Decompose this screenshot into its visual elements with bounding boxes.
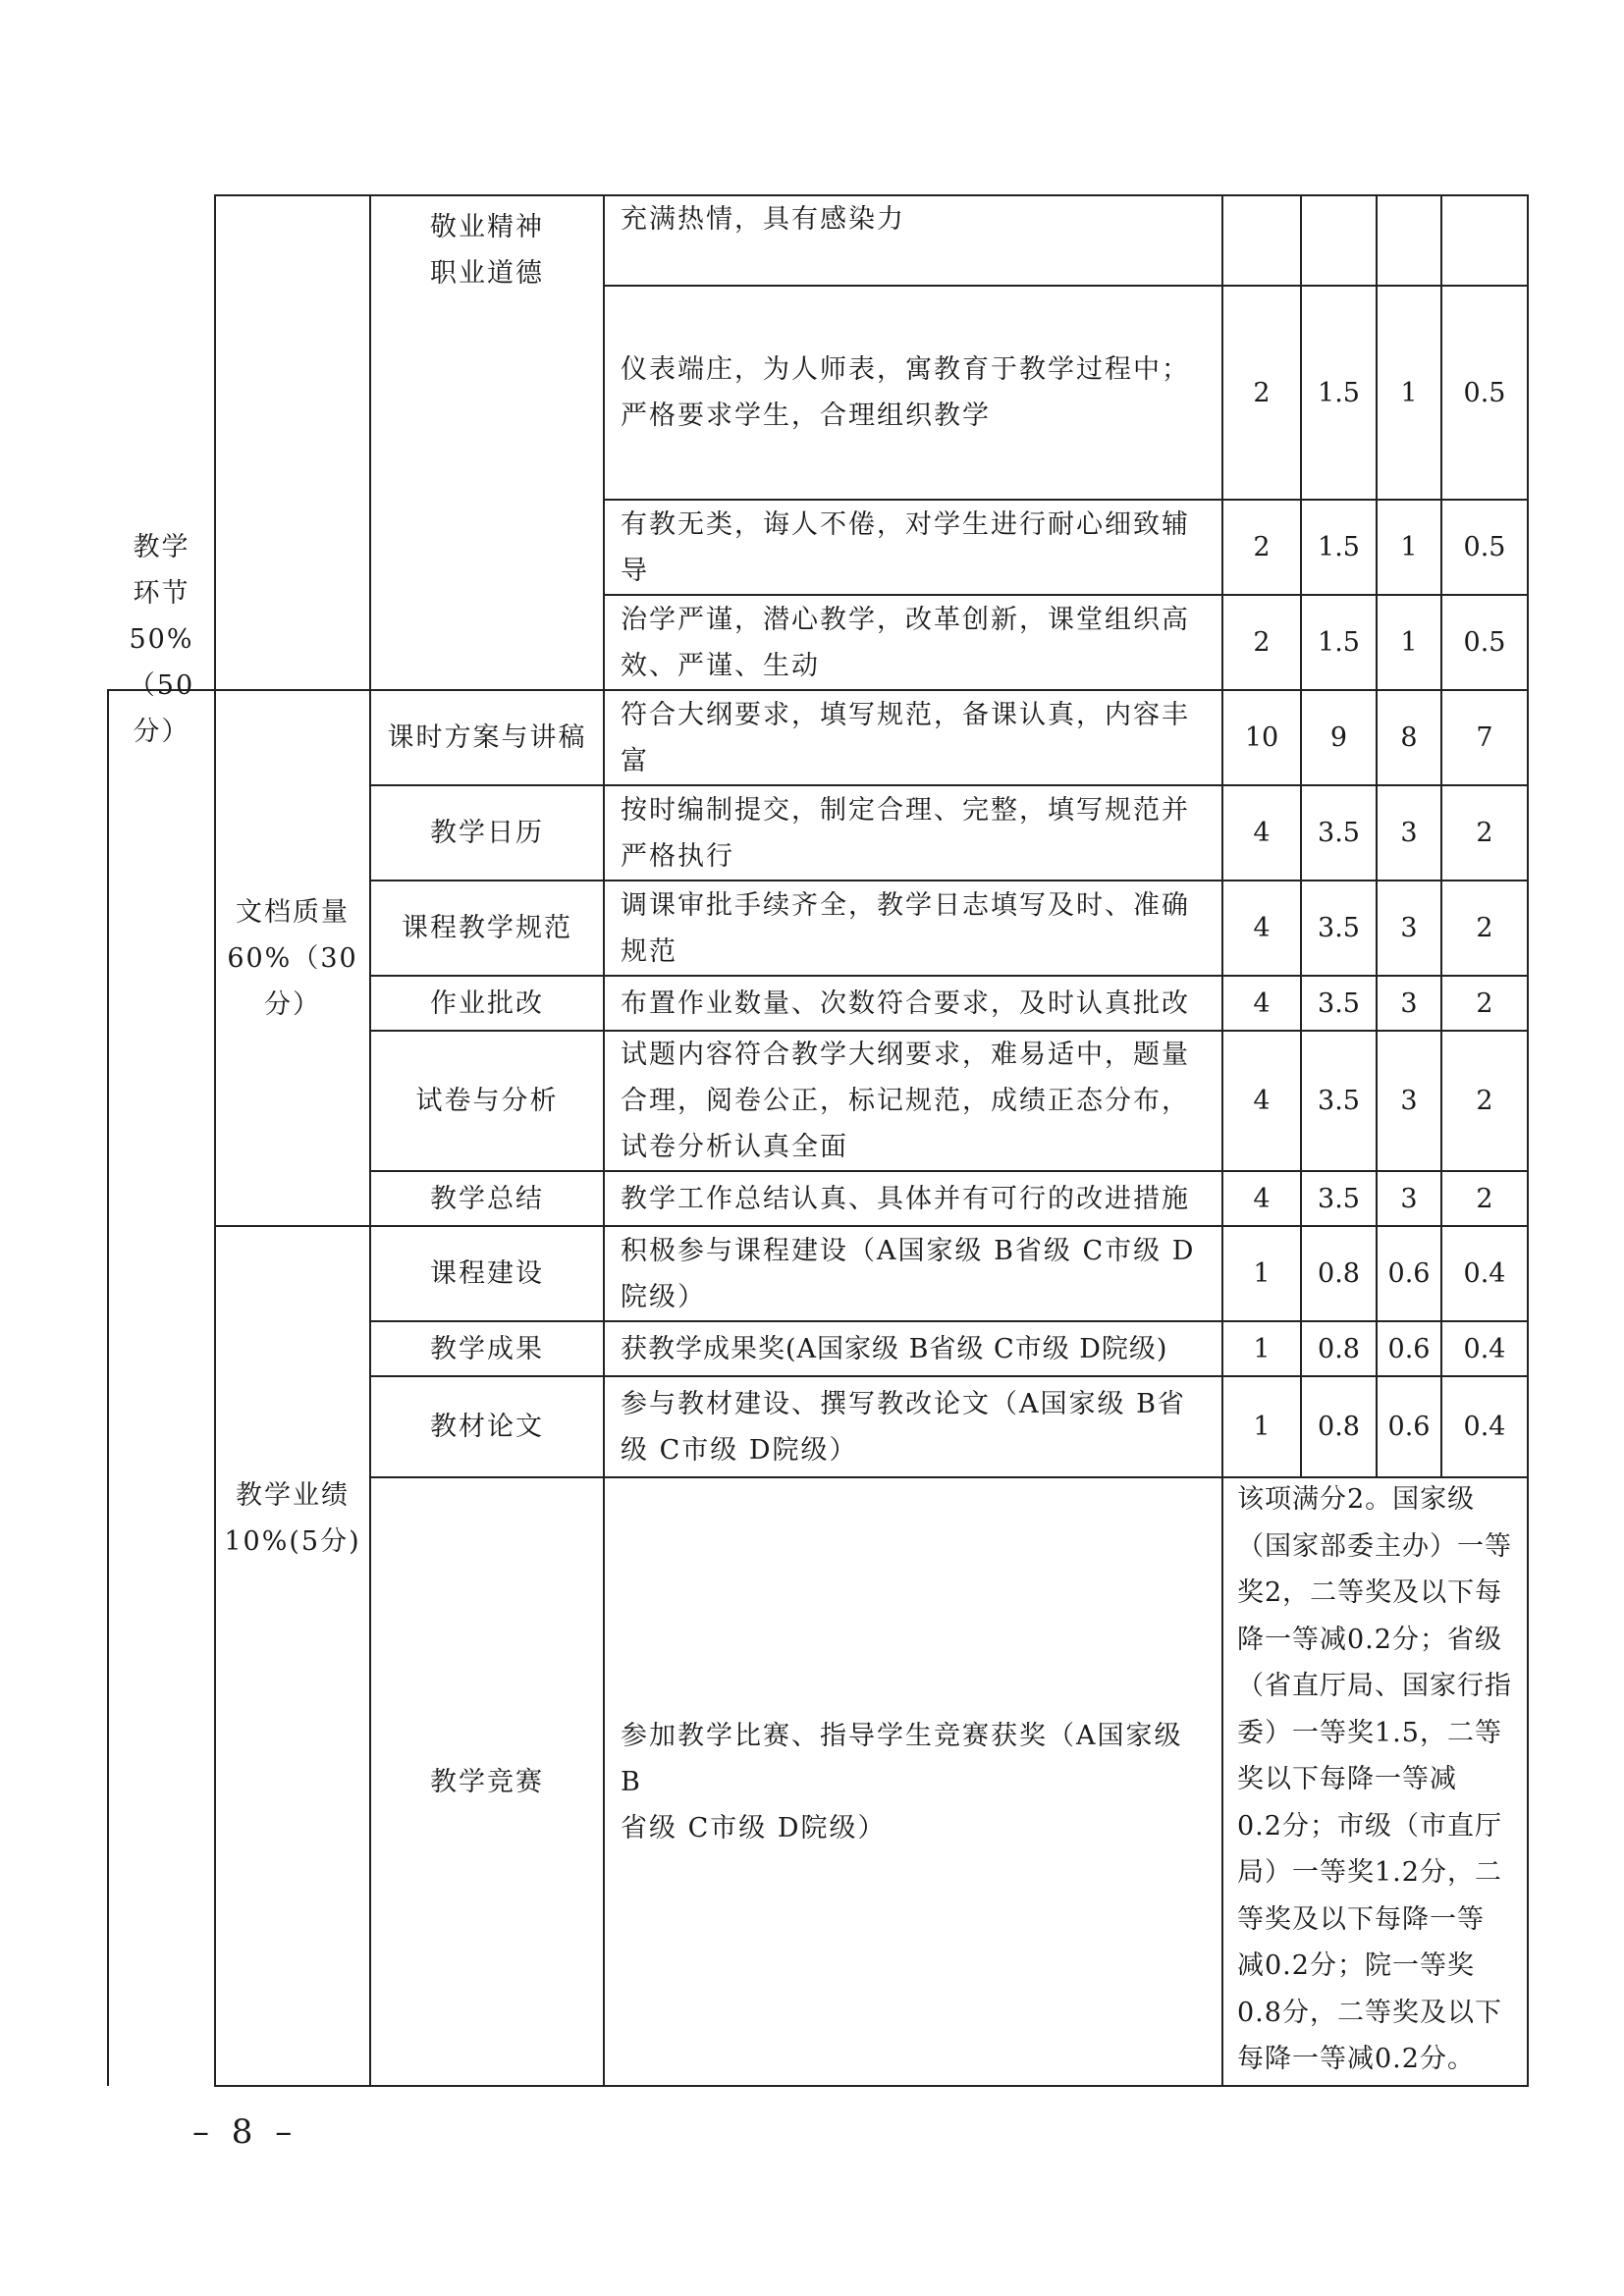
criterion-cell xyxy=(604,976,1222,1031)
criterion-text: 治学严谨，潜心教学，改革创新，课堂组织高 效、严谨、生动 xyxy=(621,604,1190,681)
table-row xyxy=(108,195,1528,286)
score-d: 2 xyxy=(1441,881,1528,976)
item-label: 教学日历 xyxy=(430,818,544,848)
score-c: 3 xyxy=(1377,785,1441,881)
score-a: 2 xyxy=(1222,500,1301,595)
item-label: 课时方案与讲稿 xyxy=(387,722,587,753)
item-label: 作业批改 xyxy=(430,988,544,1019)
score-d: 2 xyxy=(1441,1171,1528,1226)
criterion-text: 试题内容符合教学大纲要求，难易适中，题量 合理，阅卷公正，标记规范，成绩正态分布， 试卷分析认真全面 xyxy=(621,1040,1190,1162)
item-label: 教学总结 xyxy=(430,1183,544,1214)
criterion-text: 仪表端庄，为人师表，寓教育于教学过程中； 严格要求学生，合理组织教学 xyxy=(621,354,1190,431)
competition-note: 该项满分2。国家级 （国家部委主办）一等 奖2，二等奖及以下每 降一等减0.2分；省级 （省直厅局、国家行指 委）一等奖1.5，二等 奖以下每降一等减 0.2分；市级（市直厅 局）一等奖1.2分，二 等奖及以下每降一等 减0.2分；院一等奖 0.8分，二等奖及以下 每降一等减0.2分。 xyxy=(1237,1484,1512,2074)
table-row xyxy=(108,1226,1528,1321)
score-c: 3 xyxy=(1377,881,1441,976)
score-a: 1 xyxy=(1222,1321,1301,1376)
item-cell xyxy=(370,690,604,785)
criterion-text: 有教无类，诲人不倦，对学生进行耐心细致辅 导 xyxy=(621,508,1190,586)
item-cell xyxy=(370,195,604,690)
score-c: 1 xyxy=(1377,595,1441,690)
item-label: 课程教学规范 xyxy=(402,913,572,943)
criterion-cell xyxy=(604,286,1222,500)
score-d: 0.5 xyxy=(1441,595,1528,690)
score-b: 1.5 xyxy=(1301,286,1377,500)
criterion-cell xyxy=(604,690,1222,785)
criterion-cell xyxy=(604,595,1222,690)
item-label-dedication: 敬业精神 职业道德 xyxy=(430,212,544,289)
criterion-cell xyxy=(604,1376,1222,1477)
score-a: 2 xyxy=(1222,595,1301,690)
criterion-text: 参加教学比赛、指导学生竞赛获奖（A国家级 B 省级 C市级 D院级） xyxy=(621,1720,1183,1843)
score-a xyxy=(1222,195,1301,286)
score-c: 0.6 xyxy=(1377,1321,1441,1376)
item-cell xyxy=(370,1226,604,1321)
score-d: 2 xyxy=(1441,785,1528,881)
score-c: 0.6 xyxy=(1377,1226,1441,1321)
score-b: 1.5 xyxy=(1301,595,1377,690)
score-c: 1 xyxy=(1377,286,1441,500)
score-b: 0.8 xyxy=(1301,1321,1377,1376)
section-label-achievement: 教学业绩 10%(5分) xyxy=(224,1480,361,1557)
score-c: 1 xyxy=(1377,500,1441,595)
item-cell xyxy=(370,1321,604,1376)
criterion-text: 教学工作总结认真、具体并有可行的改进措施 xyxy=(621,1183,1190,1214)
item-cell xyxy=(370,1031,604,1171)
criterion-text: 获教学成果奖(A国家级 B省级 C市级 D院级) xyxy=(621,1333,1168,1364)
score-d: 2 xyxy=(1441,976,1528,1031)
score-a: 2 xyxy=(1222,286,1301,500)
criterion-cell xyxy=(604,1477,1222,2086)
criterion-cell xyxy=(604,1031,1222,1171)
item-cell xyxy=(370,1171,604,1226)
criterion-text: 参与教材建设、撰写教改论文（A国家级 B省 级 C市级 D院级） xyxy=(621,1388,1186,1466)
item-cell xyxy=(370,976,604,1031)
score-b: 3.5 xyxy=(1301,881,1377,976)
score-d: 0.4 xyxy=(1441,1226,1528,1321)
score-a: 1 xyxy=(1222,1226,1301,1321)
score-d: 0.5 xyxy=(1441,500,1528,595)
criterion-cell xyxy=(604,1226,1222,1321)
section-cell-achievement xyxy=(215,1226,370,2086)
score-b: 3.5 xyxy=(1301,976,1377,1031)
score-b xyxy=(1301,195,1377,286)
item-cell xyxy=(370,1477,604,2086)
page-number: – 8 – xyxy=(192,2112,298,2152)
item-label: 教学成果 xyxy=(430,1333,544,1364)
item-label: 教学竞赛 xyxy=(430,1766,544,1797)
score-b: 0.8 xyxy=(1301,1376,1377,1477)
score-c: 3 xyxy=(1377,976,1441,1031)
criterion-cell xyxy=(604,1171,1222,1226)
score-c: 3 xyxy=(1377,1031,1441,1171)
score-d: 2 xyxy=(1441,1031,1528,1171)
item-label: 课程建设 xyxy=(430,1258,544,1289)
item-cell xyxy=(370,881,604,976)
criterion-cell xyxy=(604,195,1222,286)
score-b: 0.8 xyxy=(1301,1226,1377,1321)
score-a: 1 xyxy=(1222,1376,1301,1477)
score-d: 7 xyxy=(1441,690,1528,785)
score-a: 4 xyxy=(1222,881,1301,976)
criterion-text: 按时编制提交，制定合理、完整，填写规范并 严格执行 xyxy=(621,794,1190,872)
section-cell-teaching xyxy=(108,532,215,2086)
criterion-cell xyxy=(604,1321,1222,1376)
score-b: 3.5 xyxy=(1301,785,1377,881)
score-d xyxy=(1441,195,1528,286)
section-cell-blank xyxy=(215,195,370,690)
criterion-text: 调课审批手续齐全，教学日志填写及时、准确 规范 xyxy=(621,889,1190,967)
criterion-cell xyxy=(604,881,1222,976)
score-c: 8 xyxy=(1377,690,1441,785)
item-label: 试卷与分析 xyxy=(415,1086,559,1116)
score-b: 9 xyxy=(1301,690,1377,785)
score-c: 3 xyxy=(1377,1171,1441,1226)
section-cell-doc xyxy=(215,690,370,1226)
section-label-teaching: 教学 环节 50% （50 分） xyxy=(128,532,195,747)
criterion-text: 布置作业数量、次数符合要求，及时认真批改 xyxy=(621,988,1190,1019)
score-a: 10 xyxy=(1222,690,1301,785)
score-c: 0.6 xyxy=(1377,1376,1441,1477)
table-row xyxy=(108,690,1528,785)
score-d: 0.4 xyxy=(1441,1376,1528,1477)
score-c xyxy=(1377,195,1441,286)
score-a: 4 xyxy=(1222,1031,1301,1171)
criterion-text: 充满热情，具有感染力 xyxy=(621,204,905,235)
score-b: 1.5 xyxy=(1301,500,1377,595)
score-a: 4 xyxy=(1222,785,1301,881)
score-a: 4 xyxy=(1222,976,1301,1031)
criterion-cell xyxy=(604,500,1222,595)
score-b: 3.5 xyxy=(1301,1171,1377,1226)
section-label-doc-quality: 文档质量 60%（30 分） xyxy=(227,896,358,1020)
item-label: 教材论文 xyxy=(430,1412,544,1442)
criterion-text: 符合大纲要求，填写规范，备课认真，内容丰 富 xyxy=(621,699,1190,776)
score-b: 3.5 xyxy=(1301,1031,1377,1171)
competition-note-cell xyxy=(1222,1477,1528,2086)
score-d: 0.4 xyxy=(1441,1321,1528,1376)
score-a: 4 xyxy=(1222,1171,1301,1226)
criterion-text: 积极参与课程建设（A国家级 B省级 C市级 D 院级） xyxy=(621,1235,1196,1312)
score-d: 0.5 xyxy=(1441,286,1528,500)
evaluation-table xyxy=(107,194,1529,2087)
item-cell xyxy=(370,1376,604,1477)
criterion-cell xyxy=(604,785,1222,881)
item-cell xyxy=(370,785,604,881)
